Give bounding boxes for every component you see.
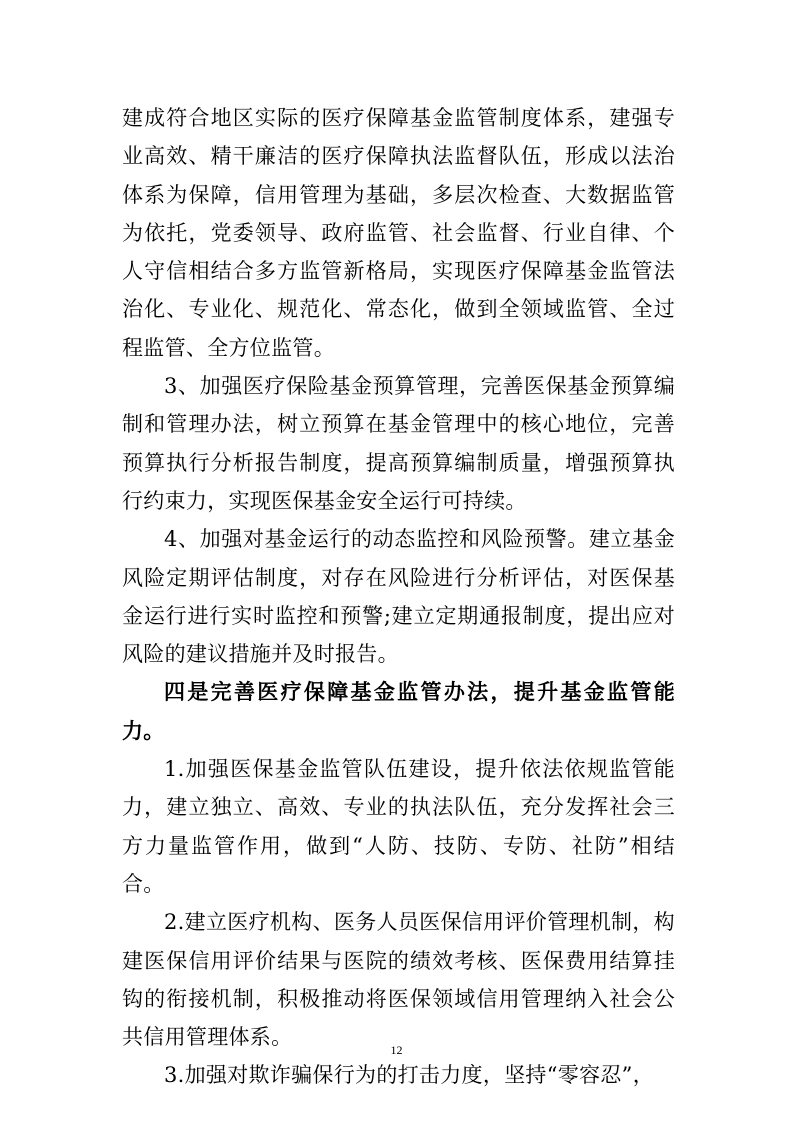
paragraph-team-building: 1.加强医保基金监管队伍建设，提升依法依规监管能力，建立独立、高效、专业的执法队伍，充分发挥社会三方力量监管作用，做到“人防、技防、专防、社防”相结合。 — [122, 757, 675, 896]
section-heading-four: 四是完善医疗保障基金监管办法，提升基金监管能力。 — [122, 679, 675, 743]
paragraph-budget-management: 3、加强医疗保险基金预算管理，完善医保基金预算编制和管理办法，树立预算在基金管理中的核心地位，完善预算执行分析报告制度，提高预算编制质量，增强预算执行约束力，实现医保基金安全运行可持续。 — [122, 374, 675, 513]
paragraph-anti-fraud: 3.加强对欺诈骗保行为的打击力度，坚持“零容忍”， — [164, 1063, 655, 1088]
paragraph-risk-warning: 4、加强对基金运行的动态监控和风险预警。建立基金风险定期评估制度，对存在风险进行分析评估，对医保基金运行进行实时监控和预警;建立定期通报制度，提出应对风险的建议措施并及时报告。 — [122, 527, 675, 667]
page-number: 12 — [390, 1043, 403, 1057]
paragraph-continuation: 建成符合地区实际的医疗保障基金监管制度体系，建强专业高效、精干廉洁的医疗保障执法监督队伍，形成以法治体系为保障，信用管理为基础，多层次检查、大数据监管为依托，党委领导、政府监管、社会监督、行业自律、个人守信相结合多方监管新格局，实现医疗保障基金监管法治化、专业化、规范化、常态化，做到全领域监管、全过程监管、全方位监管。 — [122, 106, 675, 360]
document-body — [122, 99, 675, 1095]
paragraph-credit-evaluation: 2.建立医疗机构、医务人员医保信用评价管理机制，构建医保信用评价结果与医院的绩效考核、医保费用结算挂钩的衔接机制，积极推动将医保领域信用管理纳入社会公共信用管理体系。 — [122, 910, 675, 1050]
